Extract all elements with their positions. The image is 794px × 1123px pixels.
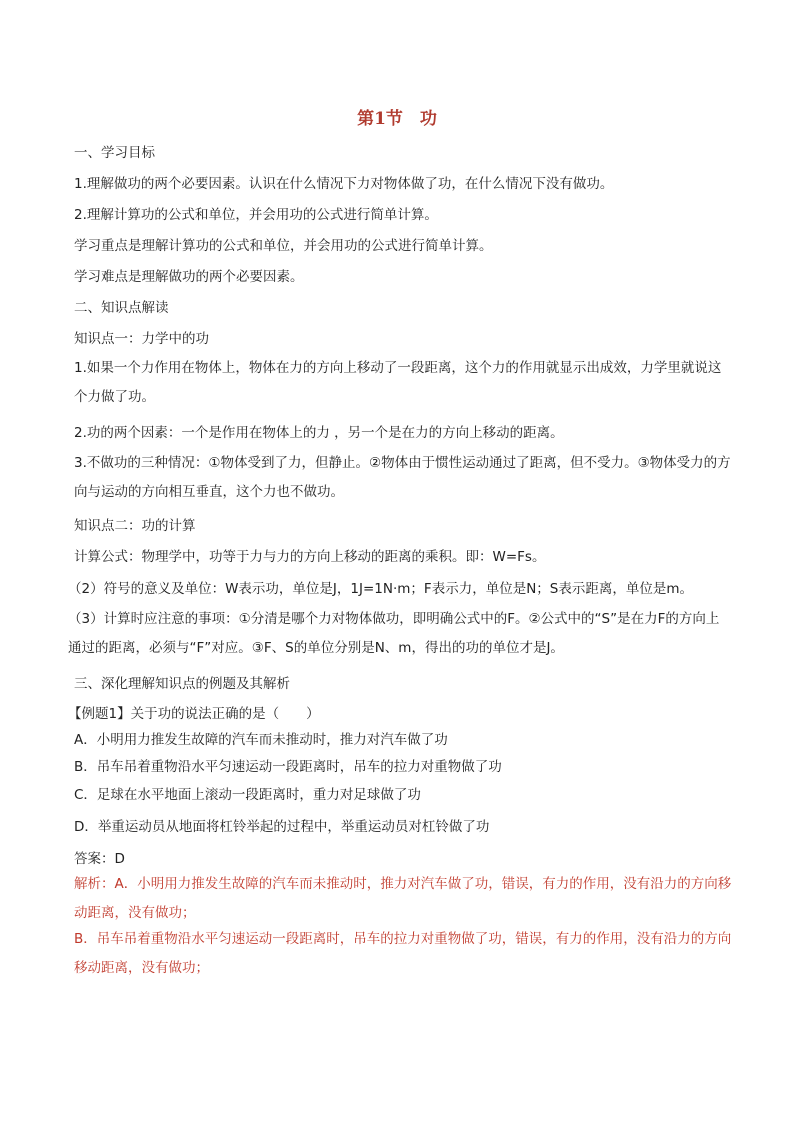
difficult-point: 学习难点是理解做功的两个必要因素。 xyxy=(74,269,304,285)
example-1-question: 【例题1】关于功的说法正确的是（ ） xyxy=(68,706,320,722)
goal-2: 2.理解计算功的公式和单位，并会用功的公式进行简单计算。 xyxy=(74,207,438,223)
option-d: D．举重运动员从地面将杠铃举起的过程中，举重运动员对杠铃做了功 xyxy=(74,819,490,835)
notes-line: （3）计算时应注意的事项：①分清是哪个力对物体做功，即明确公式中的F。②公式中的“S”是在力F的方向上通过的距离，必须与“F”对应。③F、S的单位分别是N、m，得出的功的单位才是J。 xyxy=(68,611,720,656)
symbols-line: （2）符号的意义及单位：W表示功，单位是J，1J=1N·m；F表示力，单位是N；S表示距离，单位是m。 xyxy=(68,581,694,597)
knowledge-1-item-1: 1.如果一个力作用在物体上，物体在力的方向上移动了一段距离，这个力的作用就显示出成效，力学里就说这个力做了功。 xyxy=(74,360,722,405)
knowledge-point-2-heading: 知识点二：功的计算 xyxy=(74,518,196,534)
analysis-b: B．吊车吊着重物沿水平匀速运动一段距离时，吊车的拉力对重物做了功，错误，有力的作用，没有沿力的方向移动距离，没有做功； xyxy=(74,931,732,976)
knowledge-1-item-3: 3.不做功的三种情况：①物体受到了力，但静止。②物体由于惯性运动通过了距离，但不受力。③物体受力的方向与运动的方向相互垂直，这个力也不做功。 xyxy=(74,455,731,500)
analysis-a: 解析：A．小明用力推发生故障的汽车而未推动时，推力对汽车做了功，错误，有力的作用，没有沿力的方向移动距离，没有做功； xyxy=(74,876,732,921)
section-heading-knowledge: 二、知识点解读 xyxy=(74,300,169,316)
knowledge-point-1-heading: 知识点一：力学中的功 xyxy=(74,331,209,347)
goal-1: 1.理解做功的两个必要因素。认识在什么情况下力对物体做了功，在什么情况下没有做功。 xyxy=(74,176,614,192)
answer: 答案：D xyxy=(74,851,125,867)
option-b: B．吊车吊着重物沿水平匀速运动一段距离时，吊车的拉力对重物做了功 xyxy=(74,759,502,775)
key-point: 学习重点是理解计算功的公式和单位，并会用功的公式进行简单计算。 xyxy=(74,238,493,254)
section-heading-examples: 三、深化理解知识点的例题及其解析 xyxy=(74,676,290,692)
formula-line: 计算公式：物理学中，功等于力与力的方向上移动的距离的乘积。即：W=Fs。 xyxy=(74,549,546,565)
option-c: C．足球在水平地面上滚动一段距离时，重力对足球做了功 xyxy=(74,787,421,803)
knowledge-1-item-2: 2.功的两个因素：一个是作用在物体上的力 ，另一个是在力的方向上移动的距离。 xyxy=(74,425,564,441)
section-heading-goals: 一、学习目标 xyxy=(74,145,155,161)
option-a: A．小明用力推发生故障的汽车而未推动时，推力对汽车做了功 xyxy=(74,732,448,748)
page-title: 第1节 功 xyxy=(357,109,437,129)
